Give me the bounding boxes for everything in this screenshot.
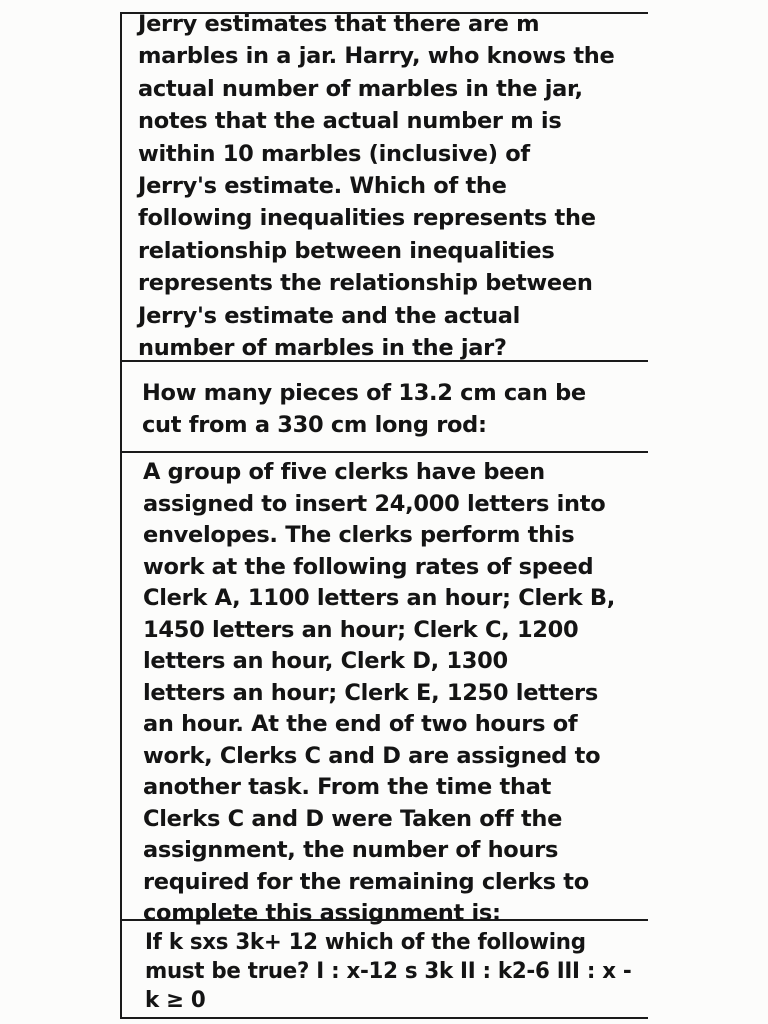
question-line: complete this assignment is: xyxy=(143,900,501,926)
question-line: marbles in a jar. Harry, who knows the xyxy=(138,43,615,70)
question-line: assigned to insert 24,000 letters into xyxy=(143,490,606,517)
question-line: work, Clerks C and D are assigned to xyxy=(143,742,601,769)
question-inequality xyxy=(145,928,658,1015)
question-line: number of marbles in the jar? xyxy=(138,335,507,362)
question-line: letters an hour, Clerk D, 1300 xyxy=(143,648,508,674)
question-line: Clerks C and D were Taken off the xyxy=(143,805,563,832)
question-line: A group of five clerks have been xyxy=(143,459,545,485)
question-line: actual number of marbles in the jar, xyxy=(138,75,583,102)
question-line: another task. From the time that xyxy=(143,774,552,800)
question-line: must be true? I : x-12 s 3k II : k2-6 III : x - xyxy=(145,958,632,984)
question-line: How many pieces of 13.2 cm can be xyxy=(142,380,586,406)
question-line: required for the remaining clerks to xyxy=(143,868,589,895)
question-line: letters an hour; Clerk E, 1250 letters xyxy=(143,679,598,706)
question-line: If k sxs 3k+ 12 which of the following xyxy=(145,929,586,955)
question-line: Jerry's estimate and the actual xyxy=(138,302,521,329)
question-line: work at the following rates of speed xyxy=(143,553,594,580)
question-line: envelopes. The clerks perform this xyxy=(143,522,575,548)
question-line: cut from a 330 cm long rod: xyxy=(142,412,487,439)
question-line: Clerk A, 1100 letters an hour; Clerk B, xyxy=(143,585,615,611)
question-line: following inequalities represents the xyxy=(138,205,596,232)
question-marbles xyxy=(138,8,614,364)
question-line: represents the relationship between xyxy=(138,270,593,297)
row-divider-2 xyxy=(120,451,648,453)
question-line: k ≥ 0 xyxy=(145,987,206,1013)
question-line: relationship between inequalities xyxy=(138,237,555,264)
question-line: 1450 letters an hour; Clerk C, 1200 xyxy=(143,616,579,643)
question-line: within 10 marbles (inclusive) of xyxy=(138,140,530,167)
table-left-border xyxy=(120,12,122,1018)
question-line: notes that the actual number m is xyxy=(138,108,562,135)
question-line: Jerry's estimate. Which of the xyxy=(138,173,507,200)
question-line: assignment, the number of hours xyxy=(143,837,559,863)
table-bottom-border xyxy=(120,1017,648,1019)
question-line: Jerry estimates that there are m xyxy=(138,11,540,37)
question-rod-pieces xyxy=(142,377,586,442)
question-clerks xyxy=(143,457,615,930)
question-line: an hour. At the end of two hours of xyxy=(143,711,578,737)
